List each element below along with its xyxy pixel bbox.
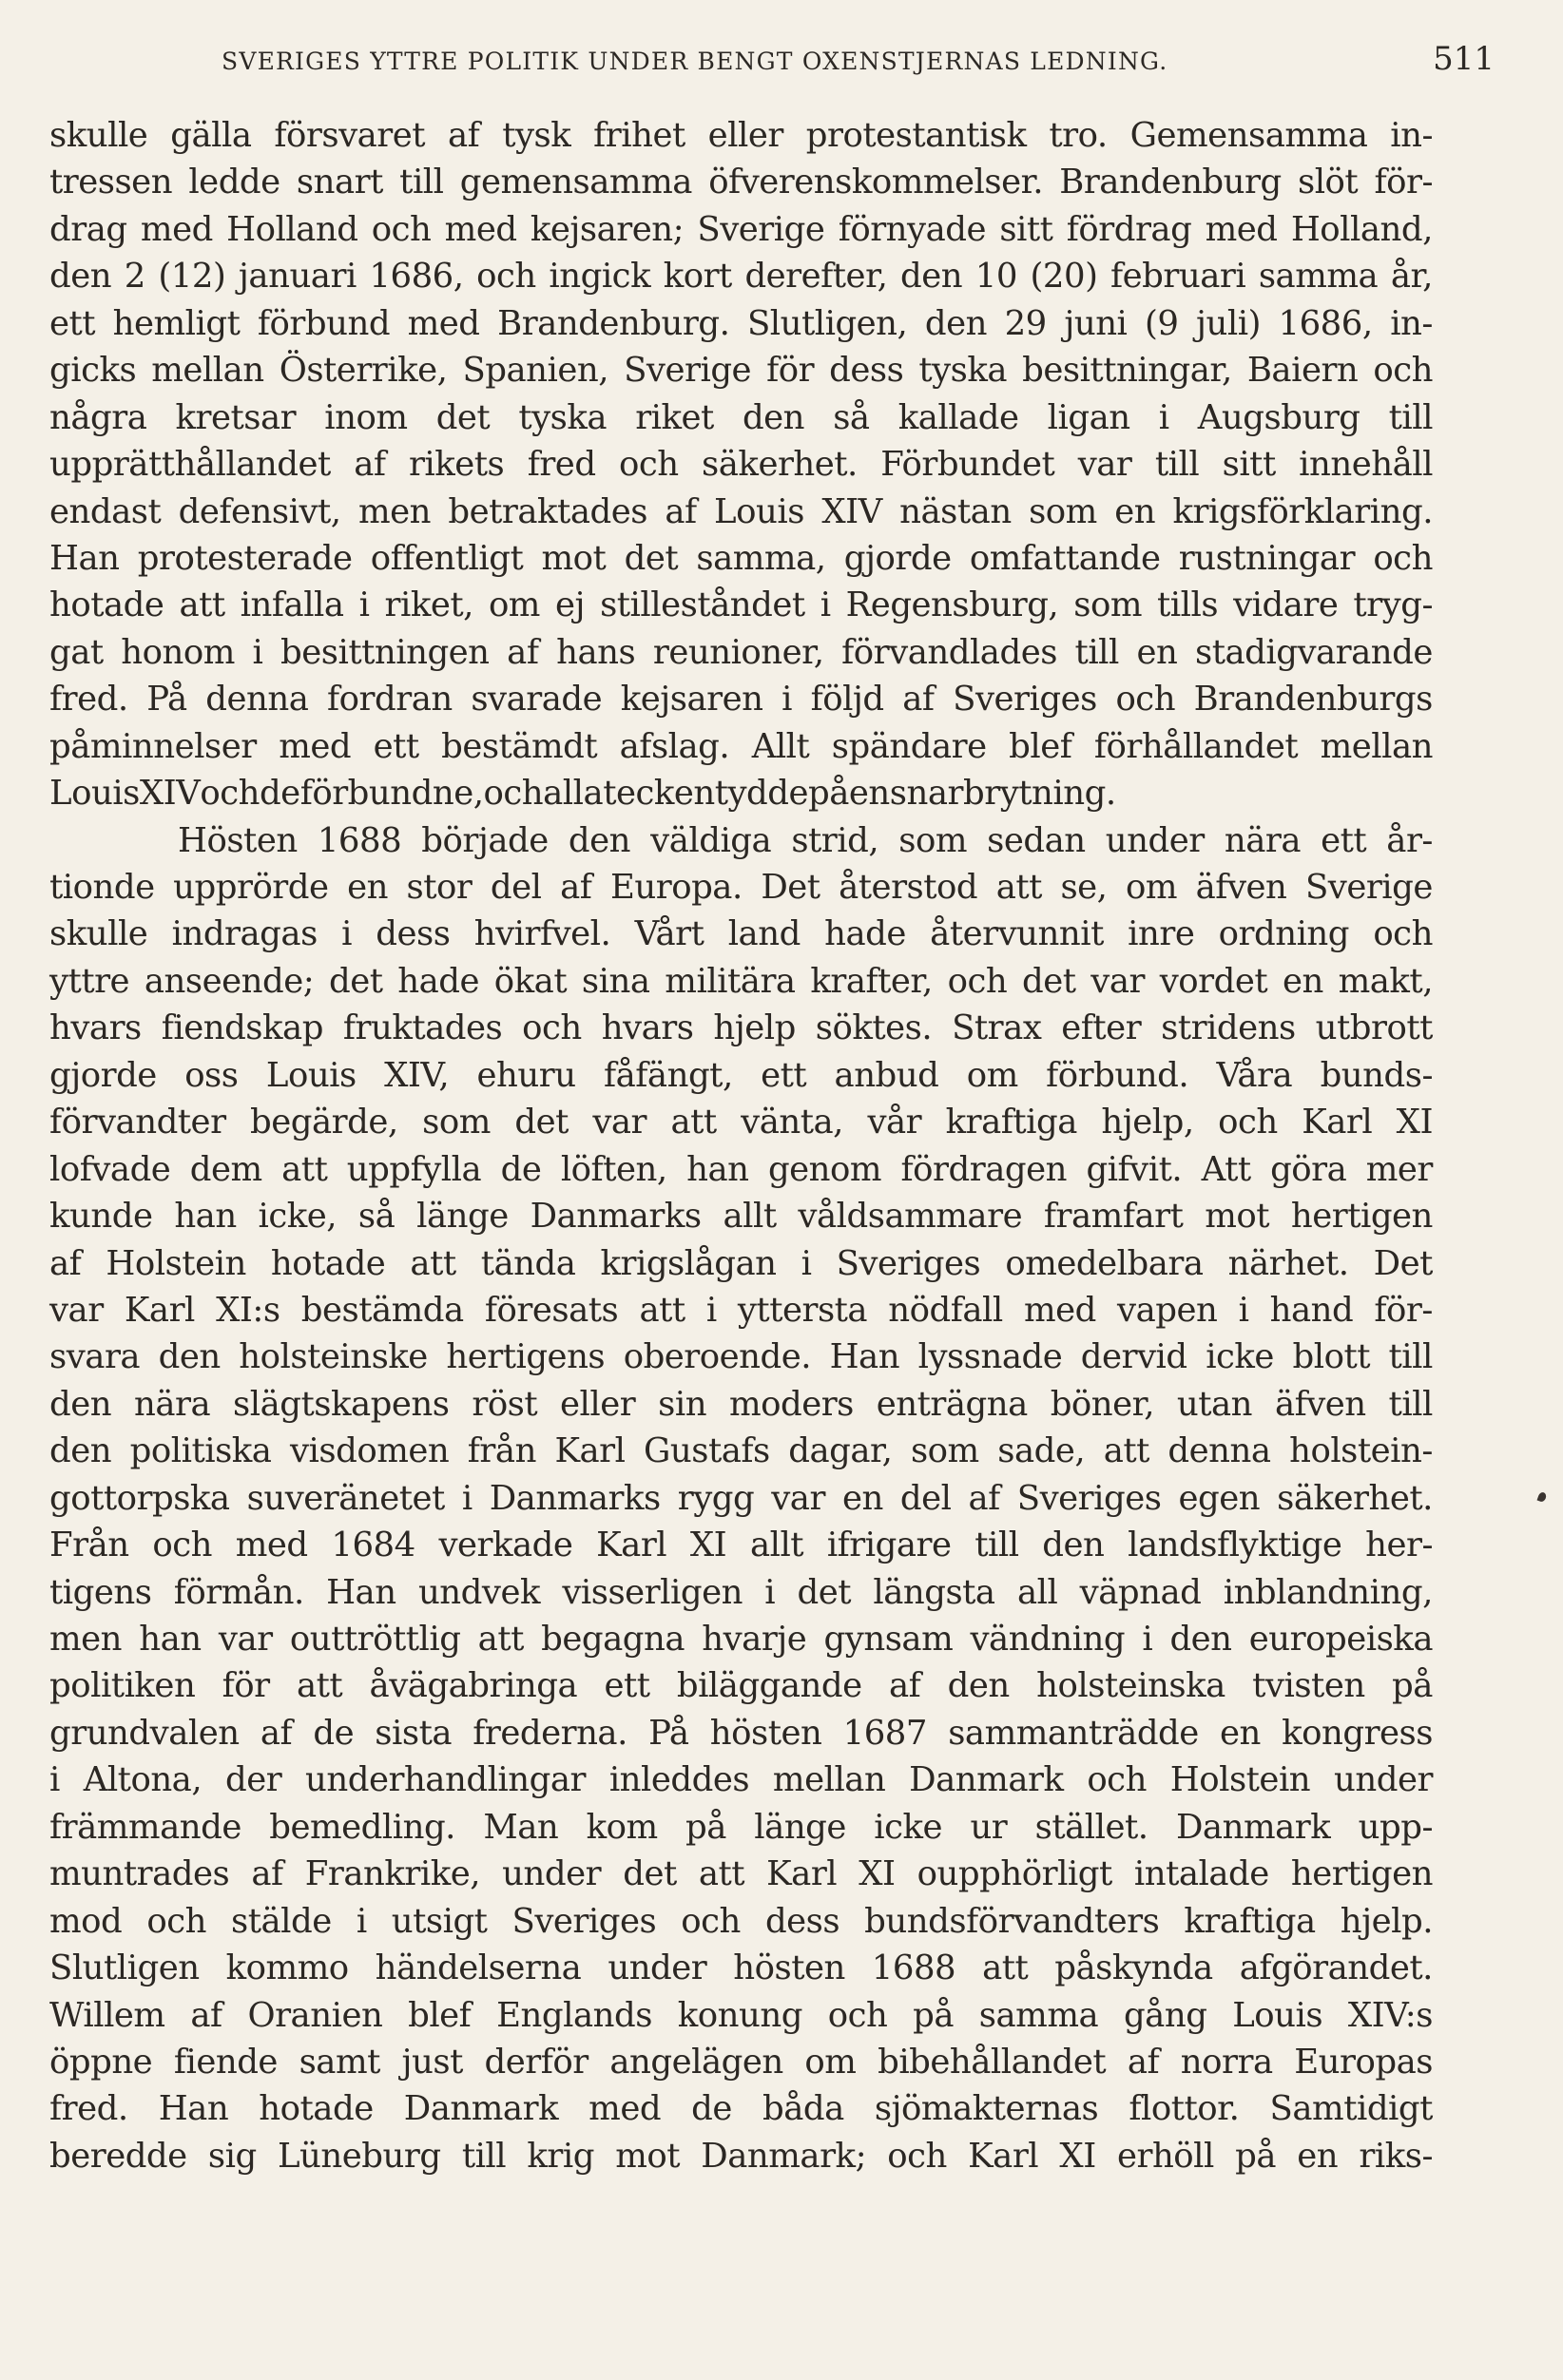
text-line: yttre anseende; det hade ökat sina militära krafter, och det var vordet en makt, [49, 961, 1433, 1001]
text-line: Han protesterade offentligt mot det samma, gjorde omfattande rustningar och [49, 538, 1433, 578]
paragraph [49, 817, 1433, 2180]
text-line: af Holstein hotade att tända krigslågan i Sveriges omedelbara närhet. Det [49, 1243, 1433, 1283]
page-number: 511 [1433, 40, 1495, 78]
text-line: tressen ledde snart till gemensamma öfverenskommelser. Brandenburg slöt för- [49, 163, 1433, 202]
text-line: men han var outtröttlig att begagna hvarje gynsam vändning i den europeiska [49, 1620, 1433, 1659]
text-line: grundvalen af de sista frederna. På hösten 1687 sammanträdde en kongress [49, 1713, 1433, 1753]
text-line: några kretsar inom det tyska riket den så kallade ligan i Augsburg till [49, 397, 1433, 437]
text-line: förvandter begärde, som det var att vänta, vår kraftiga hjelp, och Karl XI [49, 1103, 1433, 1142]
text-line: tigens förmån. Han undvek visserligen i det längsta all väpnad inblandning, [49, 1572, 1433, 1612]
margin-mark [1537, 1491, 1548, 1503]
text-line: gjorde oss Louis XIV, ehuru fåfängt, ett anbud om förbund. Våra bunds- [49, 1055, 1433, 1095]
text-line: skulle indragas i dess hvirfvel. Vårt land hade återvunnit inre ordning och [49, 914, 1433, 954]
text-line: beredde sig Lüneburg till krig mot Danmark; och Karl XI erhöll på en riks- [49, 2136, 1433, 2176]
paragraph [49, 112, 1433, 817]
text-line: endast defensivt, men betraktades af Louis XIV nästan som en krigsförklaring. [49, 491, 1433, 531]
text-line: var Karl XI:s bestämda föresats att i yttersta nödfall med vapen i hand för- [49, 1290, 1433, 1330]
text-line: drag med Holland och med kejsaren; Sverige förnyade sitt fördrag med Holland, [49, 209, 1433, 249]
text-line: Slutligen kommo händelserna under hösten 1688 att påskynda afgörandet. [49, 1948, 1433, 1988]
text-line: den nära slägtskapens röst eller sin moders enträgna böner, utan äfven till [49, 1384, 1433, 1424]
text-line: mod och stälde i utsigt Sveriges och dess bundsförvandters kraftiga hjelp. [49, 1901, 1433, 1941]
text-line: upprätthållandet af rikets fred och säkerhet. Förbundet var till sitt innehåll [49, 445, 1433, 485]
running-title: SVERIGES YTTRE POLITIK UNDER BENGT OXENSTJERNAS LEDNING. [222, 48, 1168, 75]
text-line: hvars fiendskap fruktades och hvars hjelp söktes. Strax efter stridens utbrott [49, 1008, 1433, 1048]
text-line: gat honom i besittningen af hans reunioner, förvandlades till en stadigvarande [49, 632, 1433, 672]
text-line: främmande bemedling. Man kom på länge icke ur stället. Danmark upp- [49, 1807, 1433, 1847]
text-line: tionde upprörde en stor del af Europa. Det återstod att se, om äfven Sverige [49, 868, 1433, 907]
text-line: fred. Han hotade Danmark med de båda sjömakternas flottor. Samtidigt [49, 2089, 1433, 2129]
text-line: öppne fiende samt just derför angelägen om bibehållandet af norra Europas [49, 2042, 1433, 2082]
text-line: svara den holsteinske hertigens oberoende. Han lyssnade dervid icke blott till [49, 1337, 1433, 1377]
body-text [49, 112, 1433, 2179]
running-head [52, 40, 1495, 87]
text-line: politiken för att åvägabringa ett biläggande af den holsteinska tvisten på [49, 1666, 1433, 1706]
text-line: Louis XIV och de förbundne, och alla tecken tydde på en snar brytning. [49, 774, 1116, 814]
text-line: Willem af Oranien blef Englands konung och på samma gång Louis XIV:s [49, 1995, 1433, 2035]
text-line: muntrades af Frankrike, under det att Karl XI oupphörligt intalade hertigen [49, 1854, 1433, 1894]
text-line: skulle gälla försvaret af tysk frihet eller protestantisk tro. Gemensamma in- [49, 116, 1433, 155]
text-line: kunde han icke, så länge Danmarks allt våldsammare framfart mot hertigen [49, 1197, 1433, 1237]
text-line: Hösten 1688 började den väldiga strid, som sedan under nära ett år- [178, 820, 1433, 860]
text-line: gicks mellan Österrike, Spanien, Sverige för dess tyska besittningar, Baiern och [49, 351, 1433, 391]
text-line: fred. På denna fordran svarade kejsaren i följd af Sveriges och Brandenburgs [49, 680, 1433, 720]
text-line: ett hemligt förbund med Brandenburg. Slutligen, den 29 juni (9 juli) 1686, in- [49, 303, 1433, 343]
text-line: hotade att infalla i riket, om ej stilleståndet i Regensburg, som tills vidare tryg- [49, 585, 1433, 625]
text-line: den 2 (12) januari 1686, och ingick kort derefter, den 10 (20) februari samma år, [49, 257, 1433, 297]
text-line: påminnelser med ett bestämdt afslag. Allt spändare blef förhållandet mellan [49, 726, 1433, 766]
text-line: den politiska visdomen från Karl Gustafs dagar, som sade, att denna holstein- [49, 1431, 1433, 1471]
text-line: gottorpska suveränetet i Danmarks rygg var en del af Sveriges egen säkerhet. [49, 1478, 1433, 1518]
text-line: i Altona, der underhandlingar inleddes mellan Danmark och Holstein under [49, 1760, 1433, 1800]
text-line: lofvade dem att uppfylla de löften, han genom fördragen gifvit. Att göra mer [49, 1149, 1433, 1189]
text-line: Från och med 1684 verkade Karl XI allt ifrigare till den landsflyktige her- [49, 1526, 1433, 1565]
